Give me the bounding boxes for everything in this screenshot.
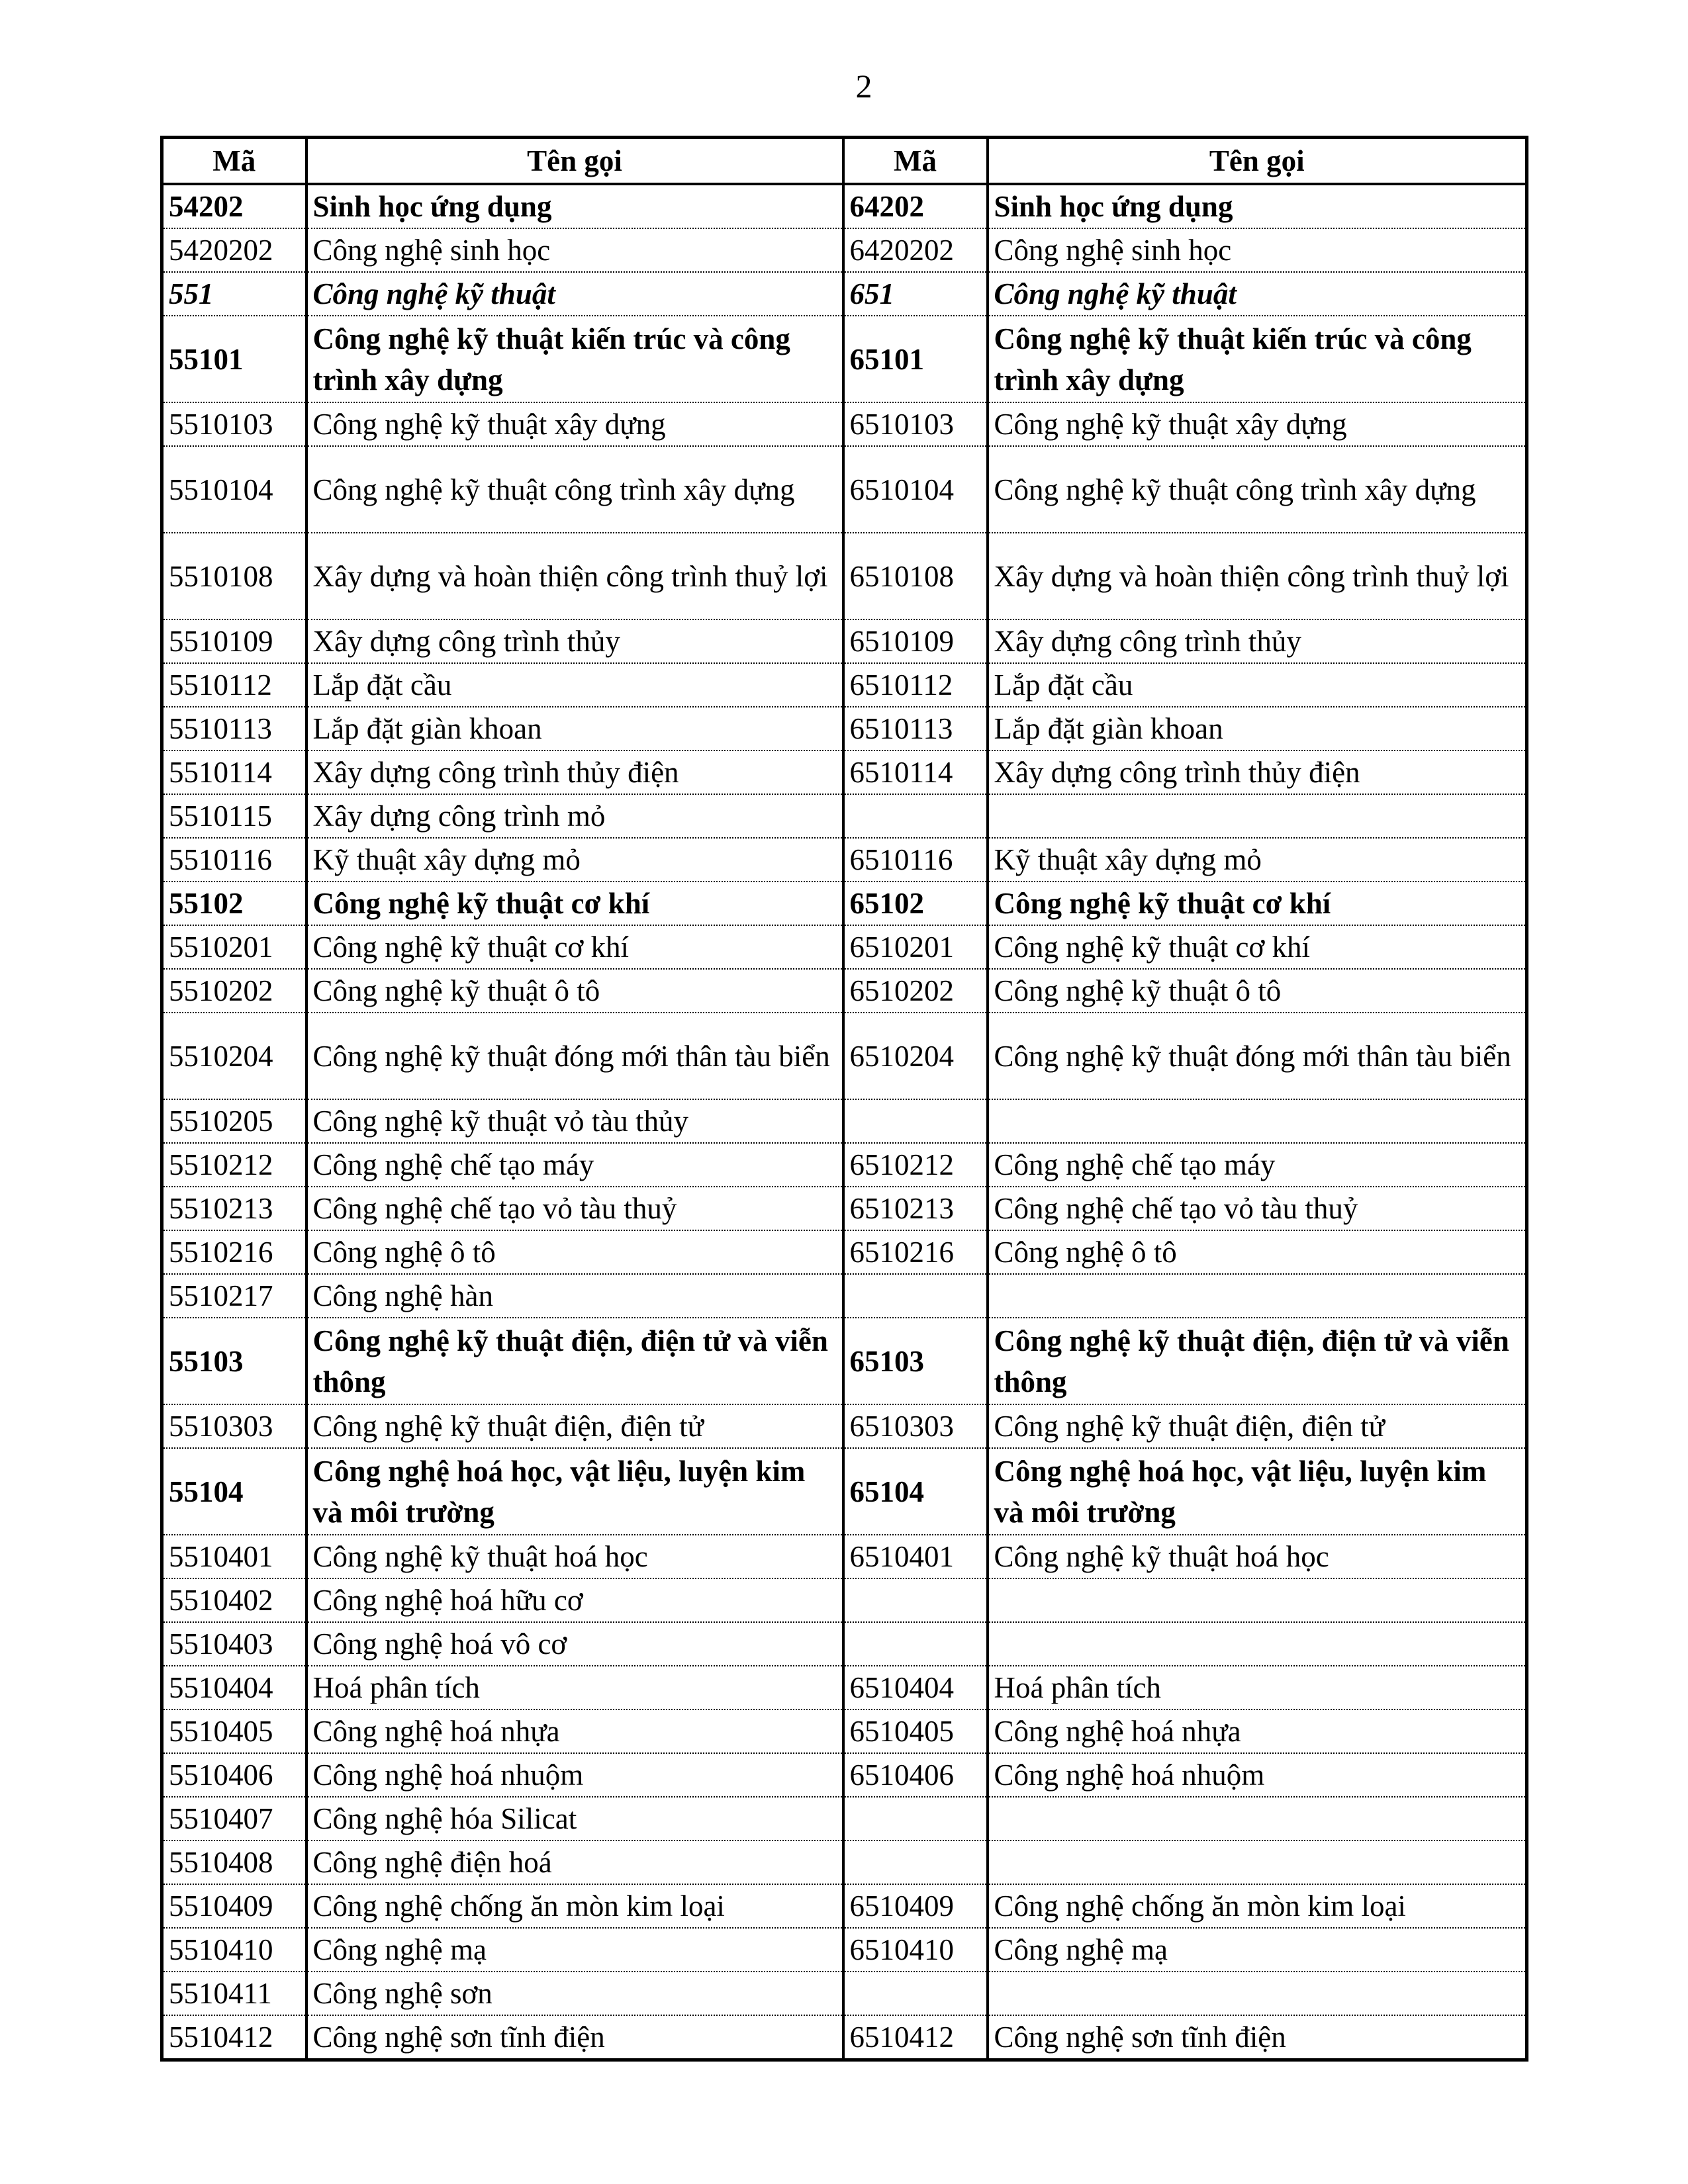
table-row bbox=[162, 1666, 1527, 1709]
name-cell-left: Công nghệ kỹ thuật đóng mới thân tàu biển bbox=[306, 1013, 843, 1099]
table-row bbox=[162, 1143, 1527, 1187]
code-cell-left: 5510217 bbox=[162, 1274, 306, 1318]
table-row bbox=[162, 969, 1527, 1013]
table-row bbox=[162, 533, 1527, 619]
name-cell-right: Công nghệ ô tô bbox=[988, 1230, 1527, 1274]
code-cell-right: 6420202 bbox=[843, 228, 988, 272]
code-cell-right: 65101 bbox=[843, 316, 988, 402]
code-cell-left: 5510402 bbox=[162, 1578, 306, 1622]
name-cell-left: Công nghệ chế tạo máy bbox=[306, 1143, 843, 1187]
table-row bbox=[162, 794, 1527, 838]
code-cell-left: 5510112 bbox=[162, 663, 306, 707]
name-cell-left: Sinh học ứng dụng bbox=[306, 184, 843, 228]
table-row bbox=[162, 1841, 1527, 1884]
name-cell-right bbox=[988, 1972, 1527, 2015]
table-row bbox=[162, 1013, 1527, 1099]
table-row bbox=[162, 446, 1527, 533]
code-cell-left: 55103 bbox=[162, 1318, 306, 1404]
code-cell-right: 6510108 bbox=[843, 533, 988, 619]
table-row bbox=[162, 1709, 1527, 1753]
code-cell-left: 5420202 bbox=[162, 228, 306, 272]
name-cell-left: Công nghệ mạ bbox=[306, 1928, 843, 1972]
name-cell-right: Công nghệ kỹ thuật cơ khí bbox=[988, 882, 1527, 925]
name-cell-right: Lắp đặt cầu bbox=[988, 663, 1527, 707]
code-cell-left: 5510216 bbox=[162, 1230, 306, 1274]
name-cell-right: Công nghệ kỹ thuật xây dựng bbox=[988, 402, 1527, 446]
name-cell-left: Công nghệ kỹ thuật hoá học bbox=[306, 1535, 843, 1578]
name-cell-right bbox=[988, 1274, 1527, 1318]
code-cell-right: 6510410 bbox=[843, 1928, 988, 1972]
code-cell-left: 551 bbox=[162, 272, 306, 316]
name-cell-left: Công nghệ chế tạo vỏ tàu thuỷ bbox=[306, 1187, 843, 1230]
table-row bbox=[162, 1099, 1527, 1143]
name-cell-left: Kỹ thuật xây dựng mỏ bbox=[306, 838, 843, 882]
code-cell-left: 5510109 bbox=[162, 619, 306, 663]
code-cell-left: 5510411 bbox=[162, 1972, 306, 2015]
table-row bbox=[162, 1187, 1527, 1230]
header-code-right: Mã bbox=[843, 138, 988, 185]
table-row bbox=[162, 751, 1527, 794]
name-cell-left: Công nghệ hoá vô cơ bbox=[306, 1622, 843, 1666]
code-cell-left: 5510303 bbox=[162, 1404, 306, 1448]
code-cell-right bbox=[843, 794, 988, 838]
code-cell-right: 6510213 bbox=[843, 1187, 988, 1230]
table-header-row bbox=[162, 138, 1527, 185]
code-cell-right bbox=[843, 1972, 988, 2015]
name-cell-right: Công nghệ chế tạo vỏ tàu thuỷ bbox=[988, 1187, 1527, 1230]
table-row bbox=[162, 707, 1527, 751]
table-row bbox=[162, 1404, 1527, 1448]
code-cell-right: 6510303 bbox=[843, 1404, 988, 1448]
code-cell-right bbox=[843, 1578, 988, 1622]
name-cell-right bbox=[988, 794, 1527, 838]
code-cell-right: 6510216 bbox=[843, 1230, 988, 1274]
code-cell-right: 65103 bbox=[843, 1318, 988, 1404]
name-cell-right: Công nghệ kỹ thuật điện, điện tử bbox=[988, 1404, 1527, 1448]
name-cell-left: Công nghệ hoá học, vật liệu, luyện kim và môi trường bbox=[306, 1448, 843, 1535]
name-cell-left: Xây dựng công trình thủy bbox=[306, 619, 843, 663]
table-row bbox=[162, 228, 1527, 272]
name-cell-right bbox=[988, 1841, 1527, 1884]
name-cell-left: Công nghệ kỹ thuật bbox=[306, 272, 843, 316]
code-cell-right: 6510103 bbox=[843, 402, 988, 446]
name-cell-right: Công nghệ chống ăn mòn kim loại bbox=[988, 1884, 1527, 1928]
code-cell-right: 6510116 bbox=[843, 838, 988, 882]
code-cell-left: 5510115 bbox=[162, 794, 306, 838]
code-cell-right: 6510114 bbox=[843, 751, 988, 794]
table-body bbox=[162, 184, 1527, 2060]
table-row bbox=[162, 1928, 1527, 1972]
name-cell-right: Công nghệ hoá học, vật liệu, luyện kim và môi trường bbox=[988, 1448, 1527, 1535]
code-cell-left: 54202 bbox=[162, 184, 306, 228]
name-cell-left: Công nghệ hoá nhựa bbox=[306, 1709, 843, 1753]
code-cell-right: 6510204 bbox=[843, 1013, 988, 1099]
code-cell-right bbox=[843, 1841, 988, 1884]
code-cell-left: 5510408 bbox=[162, 1841, 306, 1884]
name-cell-left: Công nghệ hoá hữu cơ bbox=[306, 1578, 843, 1622]
code-cell-right: 65104 bbox=[843, 1448, 988, 1535]
code-cell-right: 6510112 bbox=[843, 663, 988, 707]
name-cell-left: Công nghệ sơn tĩnh điện bbox=[306, 2015, 843, 2060]
name-cell-right bbox=[988, 1578, 1527, 1622]
table-row bbox=[162, 1797, 1527, 1841]
table-row bbox=[162, 1884, 1527, 1928]
code-cell-right: 6510409 bbox=[843, 1884, 988, 1928]
name-cell-left: Công nghệ ô tô bbox=[306, 1230, 843, 1274]
code-cell-left: 5510213 bbox=[162, 1187, 306, 1230]
code-cell-left: 5510103 bbox=[162, 402, 306, 446]
table-row bbox=[162, 1535, 1527, 1578]
table-row bbox=[162, 1622, 1527, 1666]
table-row bbox=[162, 1753, 1527, 1797]
name-cell-left: Công nghệ hoá nhuộm bbox=[306, 1753, 843, 1797]
name-cell-left: Công nghệ kỹ thuật cơ khí bbox=[306, 925, 843, 969]
table-row bbox=[162, 619, 1527, 663]
name-cell-right bbox=[988, 1099, 1527, 1143]
code-cell-left: 5510409 bbox=[162, 1884, 306, 1928]
name-cell-left: Xây dựng và hoàn thiện công trình thuỷ lợi bbox=[306, 533, 843, 619]
code-cell-right: 6510212 bbox=[843, 1143, 988, 1187]
name-cell-left: Công nghệ điện hoá bbox=[306, 1841, 843, 1884]
table-row bbox=[162, 925, 1527, 969]
name-cell-right: Công nghệ kỹ thuật cơ khí bbox=[988, 925, 1527, 969]
code-cell-right bbox=[843, 1274, 988, 1318]
name-cell-left: Công nghệ kỹ thuật kiến trúc và công trình xây dựng bbox=[306, 316, 843, 402]
name-cell-right: Xây dựng và hoàn thiện công trình thuỷ lợi bbox=[988, 533, 1527, 619]
code-cell-left: 55104 bbox=[162, 1448, 306, 1535]
name-cell-left: Xây dựng công trình mỏ bbox=[306, 794, 843, 838]
code-cell-left: 5510205 bbox=[162, 1099, 306, 1143]
code-cell-right bbox=[843, 1622, 988, 1666]
code-cell-right: 6510401 bbox=[843, 1535, 988, 1578]
code-cell-left: 5510412 bbox=[162, 2015, 306, 2060]
code-cell-left: 5510212 bbox=[162, 1143, 306, 1187]
table-row bbox=[162, 1578, 1527, 1622]
name-cell-right: Công nghệ kỹ thuật ô tô bbox=[988, 969, 1527, 1013]
table-row bbox=[162, 1274, 1527, 1318]
code-cell-left: 5510406 bbox=[162, 1753, 306, 1797]
code-cell-left: 5510401 bbox=[162, 1535, 306, 1578]
table-row bbox=[162, 838, 1527, 882]
code-cell-left: 5510405 bbox=[162, 1709, 306, 1753]
name-cell-right bbox=[988, 1797, 1527, 1841]
code-cell-left: 5510114 bbox=[162, 751, 306, 794]
name-cell-left: Công nghệ sơn bbox=[306, 1972, 843, 2015]
code-cell-left: 5510116 bbox=[162, 838, 306, 882]
name-cell-left: Công nghệ kỹ thuật công trình xây dựng bbox=[306, 446, 843, 533]
name-cell-left: Công nghệ kỹ thuật điện, điện tử bbox=[306, 1404, 843, 1448]
code-cell-left: 5510104 bbox=[162, 446, 306, 533]
table-row bbox=[162, 1448, 1527, 1535]
table-row bbox=[162, 184, 1527, 228]
header-name-right: Tên gọi bbox=[988, 138, 1527, 185]
code-cell-right: 6510113 bbox=[843, 707, 988, 751]
code-cell-right: 6510202 bbox=[843, 969, 988, 1013]
name-cell-right: Công nghệ kỹ thuật điện, điện tử và viễn thông bbox=[988, 1318, 1527, 1404]
header-code-left: Mã bbox=[162, 138, 306, 185]
name-cell-right: Công nghệ kỹ thuật kiến trúc và công trình xây dựng bbox=[988, 316, 1527, 402]
name-cell-right: Công nghệ hoá nhuộm bbox=[988, 1753, 1527, 1797]
occupation-code-table bbox=[160, 136, 1528, 2062]
table-row bbox=[162, 1972, 1527, 2015]
table-row bbox=[162, 272, 1527, 316]
name-cell-left: Hoá phân tích bbox=[306, 1666, 843, 1709]
name-cell-left: Công nghệ sinh học bbox=[306, 228, 843, 272]
name-cell-right: Công nghệ hoá nhựa bbox=[988, 1709, 1527, 1753]
name-cell-right: Hoá phân tích bbox=[988, 1666, 1527, 1709]
name-cell-left: Xây dựng công trình thủy điện bbox=[306, 751, 843, 794]
name-cell-left: Công nghệ kỹ thuật xây dựng bbox=[306, 402, 843, 446]
name-cell-right: Công nghệ sơn tĩnh điện bbox=[988, 2015, 1527, 2060]
name-cell-right: Công nghệ kỹ thuật hoá học bbox=[988, 1535, 1527, 1578]
header-name-left: Tên gọi bbox=[306, 138, 843, 185]
table-row bbox=[162, 2015, 1527, 2060]
code-cell-right: 6510109 bbox=[843, 619, 988, 663]
name-cell-right: Công nghệ chế tạo máy bbox=[988, 1143, 1527, 1187]
name-cell-right bbox=[988, 1622, 1527, 1666]
name-cell-right: Kỹ thuật xây dựng mỏ bbox=[988, 838, 1527, 882]
name-cell-right: Công nghệ sinh học bbox=[988, 228, 1527, 272]
code-cell-left: 55101 bbox=[162, 316, 306, 402]
name-cell-right: Xây dựng công trình thủy bbox=[988, 619, 1527, 663]
code-cell-right: 651 bbox=[843, 272, 988, 316]
name-cell-left: Lắp đặt cầu bbox=[306, 663, 843, 707]
code-cell-left: 5510202 bbox=[162, 969, 306, 1013]
name-cell-right: Sinh học ứng dụng bbox=[988, 184, 1527, 228]
name-cell-left: Công nghệ hóa Silicat bbox=[306, 1797, 843, 1841]
name-cell-right: Công nghệ kỹ thuật bbox=[988, 272, 1527, 316]
name-cell-right: Lắp đặt giàn khoan bbox=[988, 707, 1527, 751]
code-cell-right: 6510404 bbox=[843, 1666, 988, 1709]
code-cell-left: 55102 bbox=[162, 882, 306, 925]
table-row bbox=[162, 316, 1527, 402]
page-number: 2 bbox=[855, 68, 872, 105]
code-cell-left: 5510108 bbox=[162, 533, 306, 619]
code-cell-left: 5510403 bbox=[162, 1622, 306, 1666]
name-cell-left: Lắp đặt giàn khoan bbox=[306, 707, 843, 751]
code-cell-right bbox=[843, 1797, 988, 1841]
name-cell-right: Công nghệ kỹ thuật đóng mới thân tàu biển bbox=[988, 1013, 1527, 1099]
name-cell-right: Xây dựng công trình thủy điện bbox=[988, 751, 1527, 794]
table-row bbox=[162, 663, 1527, 707]
code-cell-right bbox=[843, 1099, 988, 1143]
code-cell-right: 6510405 bbox=[843, 1709, 988, 1753]
name-cell-right: Công nghệ kỹ thuật công trình xây dựng bbox=[988, 446, 1527, 533]
code-cell-left: 5510407 bbox=[162, 1797, 306, 1841]
name-cell-left: Công nghệ kỹ thuật điện, điện tử và viễn thông bbox=[306, 1318, 843, 1404]
code-cell-right: 64202 bbox=[843, 184, 988, 228]
table-row bbox=[162, 882, 1527, 925]
name-cell-left: Công nghệ kỹ thuật cơ khí bbox=[306, 882, 843, 925]
code-cell-right: 65102 bbox=[843, 882, 988, 925]
name-cell-left: Công nghệ kỹ thuật vỏ tàu thủy bbox=[306, 1099, 843, 1143]
code-cell-left: 5510404 bbox=[162, 1666, 306, 1709]
code-cell-right: 6510104 bbox=[843, 446, 988, 533]
name-cell-right: Công nghệ mạ bbox=[988, 1928, 1527, 1972]
code-cell-left: 5510204 bbox=[162, 1013, 306, 1099]
table-row bbox=[162, 1318, 1527, 1404]
table-row bbox=[162, 402, 1527, 446]
name-cell-left: Công nghệ kỹ thuật ô tô bbox=[306, 969, 843, 1013]
code-cell-right: 6510412 bbox=[843, 2015, 988, 2060]
code-cell-right: 6510406 bbox=[843, 1753, 988, 1797]
name-cell-left: Công nghệ chống ăn mòn kim loại bbox=[306, 1884, 843, 1928]
code-cell-right: 6510201 bbox=[843, 925, 988, 969]
code-cell-left: 5510113 bbox=[162, 707, 306, 751]
code-cell-left: 5510201 bbox=[162, 925, 306, 969]
name-cell-left: Công nghệ hàn bbox=[306, 1274, 843, 1318]
code-cell-left: 5510410 bbox=[162, 1928, 306, 1972]
table-row bbox=[162, 1230, 1527, 1274]
